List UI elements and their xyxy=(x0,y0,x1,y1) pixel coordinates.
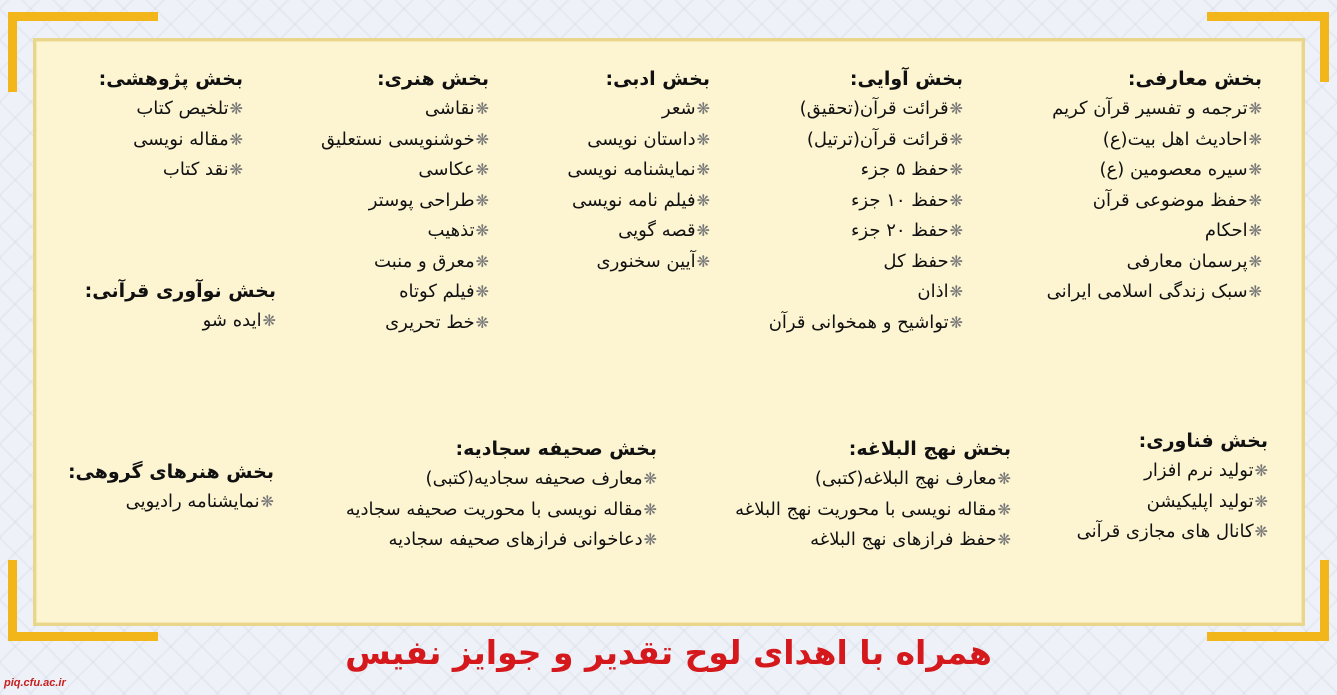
bullet-icon: ❋ xyxy=(475,160,489,179)
list-item xyxy=(567,247,710,278)
section-title: بخش هنری: xyxy=(376,68,489,90)
list-item xyxy=(346,464,657,495)
list-item-text: احکام xyxy=(1204,220,1248,241)
section-list xyxy=(68,487,274,518)
section-maarefi xyxy=(1047,64,1262,308)
bullet-icon: ❋ xyxy=(949,251,963,271)
list-item xyxy=(68,487,274,518)
list-item-text: نقد کتاب xyxy=(162,159,229,180)
bullet-icon: ❋ xyxy=(1248,221,1262,240)
list-item-text: قرائت قرآن(تحقیق) xyxy=(799,98,949,119)
section-fanavari xyxy=(1077,426,1268,548)
bullet-icon: ❋ xyxy=(475,221,489,240)
bullet-icon: ❋ xyxy=(997,469,1011,488)
bullet-icon: ❋ xyxy=(643,499,657,519)
bullet-icon: ❋ xyxy=(475,190,489,210)
corner-top-right-h xyxy=(1207,12,1329,21)
list-item-text: معرق و منبت xyxy=(374,250,475,272)
section-nahj xyxy=(735,434,1011,556)
bullet-icon: ❋ xyxy=(949,221,963,240)
list-item xyxy=(1047,186,1262,217)
list-item-text: مقاله نویسی xyxy=(133,128,229,150)
list-item xyxy=(769,247,963,278)
list-item-text: پرسمان معارفی xyxy=(1126,250,1248,272)
list-item-text: تولید نرم افزار xyxy=(1144,460,1254,481)
bullet-icon: ❋ xyxy=(949,160,963,179)
list-item xyxy=(1077,487,1268,518)
list-item-text: خط تحریری xyxy=(385,311,475,333)
list-item-text: حفظ ۲۰ جزء xyxy=(850,220,949,241)
section-list xyxy=(1047,94,1262,308)
section-adabi xyxy=(567,64,710,277)
list-item-text: حفظ موضوعی قرآن xyxy=(1092,189,1248,211)
list-item-text: تذهیب xyxy=(427,220,475,241)
list-item xyxy=(1077,456,1268,487)
section-title: بخش نهج البلاغه: xyxy=(848,438,1011,460)
bullet-icon: ❋ xyxy=(262,311,276,330)
bullet-icon: ❋ xyxy=(1254,461,1268,480)
bullet-icon: ❋ xyxy=(643,530,657,549)
bullet-icon: ❋ xyxy=(475,99,489,118)
list-item-text: ایده شو xyxy=(202,310,262,331)
bullet-icon: ❋ xyxy=(949,190,963,210)
bullet-icon: ❋ xyxy=(949,312,963,332)
list-item xyxy=(1047,247,1262,278)
section-list xyxy=(99,94,243,186)
section-title: بخش آوایی: xyxy=(849,68,963,90)
list-item xyxy=(1047,277,1262,308)
bullet-icon: ❋ xyxy=(696,160,710,179)
list-item xyxy=(735,495,1011,526)
section-title: بخش ادبی: xyxy=(605,68,710,90)
list-item xyxy=(567,216,710,247)
section-honari xyxy=(321,64,489,338)
section-sahifeh xyxy=(346,434,657,556)
list-item-text: اذان xyxy=(917,281,949,302)
list-item-text: قصه گویی xyxy=(618,220,696,241)
list-item-text: حفظ کل xyxy=(883,250,949,272)
list-item xyxy=(769,125,963,156)
list-item xyxy=(769,186,963,217)
list-item xyxy=(1077,517,1268,548)
list-item xyxy=(1047,125,1262,156)
list-item xyxy=(735,525,1011,556)
list-item xyxy=(1047,155,1262,186)
list-item-text: تواشیح و همخوانی قرآن xyxy=(768,311,949,333)
bullet-icon: ❋ xyxy=(949,129,963,149)
corner-top-right-v xyxy=(1320,12,1329,82)
list-item-text: حفظ ۱۰ جزء xyxy=(850,189,949,211)
corner-bottom-left-v xyxy=(8,560,17,641)
bullet-icon: ❋ xyxy=(1248,160,1262,179)
list-item-text: دعاخوانی فرازهای صحیفه سجادیه xyxy=(388,529,643,550)
list-item xyxy=(321,247,489,278)
list-item xyxy=(85,306,276,337)
list-item-text: خوشنویسی نستعلیق xyxy=(320,128,475,150)
list-item xyxy=(99,125,243,156)
bullet-icon: ❋ xyxy=(997,499,1011,519)
list-item-text: نمایشنامه رادیویی xyxy=(125,491,260,512)
list-item xyxy=(769,277,963,308)
section-title: بخش نوآوری قرآنی: xyxy=(84,280,276,302)
list-item-text: حفظ ۵ جزء xyxy=(860,159,949,180)
section-list xyxy=(735,464,1011,556)
bullet-icon: ❋ xyxy=(1248,251,1262,271)
bullet-icon: ❋ xyxy=(475,251,489,271)
list-item-text: مقاله نویسی با محوریت صحیفه سجادیه xyxy=(345,498,643,520)
list-item-text: قرائت قرآن(ترتیل) xyxy=(806,128,949,150)
footer-banner: همراه با اهدای لوح تقدیر و جوایز نفیس xyxy=(345,633,992,672)
list-item xyxy=(1047,216,1262,247)
list-item xyxy=(321,94,489,125)
list-item-text: نقاشی xyxy=(424,98,475,119)
section-title: بخش صحیفه سجادیه: xyxy=(455,438,657,460)
section-list xyxy=(85,306,276,337)
section-goruhi xyxy=(68,457,274,518)
section-avayi xyxy=(769,64,963,338)
list-item-text: سبک زندگی اسلامی ایرانی xyxy=(1046,281,1248,302)
list-item xyxy=(567,155,710,186)
section-title: بخش معارفی: xyxy=(1127,68,1262,90)
list-item-text: حفظ فرازهای نهج البلاغه xyxy=(810,529,997,550)
section-noavari xyxy=(85,276,276,337)
list-item xyxy=(99,94,243,125)
bullet-icon: ❋ xyxy=(949,99,963,118)
bullet-icon: ❋ xyxy=(696,251,710,271)
list-item-text: عکاسی xyxy=(418,159,475,180)
list-item-text: احادیث اهل بیت(ع) xyxy=(1102,128,1248,150)
list-item-text: سیره معصومین (ع) xyxy=(1099,159,1248,180)
list-item-text: داستان نویسی xyxy=(587,128,696,150)
section-list xyxy=(769,94,963,338)
list-item-text: کانال های مجازی قرآنی xyxy=(1076,521,1254,542)
bullet-icon: ❋ xyxy=(696,190,710,210)
bullet-icon: ❋ xyxy=(229,129,243,149)
list-item xyxy=(1047,94,1262,125)
list-item-text: نمایشنامه نویسی xyxy=(567,159,696,180)
bullet-icon: ❋ xyxy=(475,282,489,301)
list-item xyxy=(346,525,657,556)
list-item-text: معارف صحیفه سجادیه(کتبی) xyxy=(425,468,643,489)
section-title: بخش فناوری: xyxy=(1138,430,1268,452)
list-item xyxy=(321,308,489,339)
list-item xyxy=(769,308,963,339)
bullet-icon: ❋ xyxy=(696,221,710,240)
corner-top-left-v xyxy=(8,12,17,92)
list-item xyxy=(321,155,489,186)
list-item-text: آیین سخنوری xyxy=(596,250,696,272)
list-item-text: فیلم نامه نویسی xyxy=(572,189,696,211)
list-item xyxy=(321,125,489,156)
section-title: بخش پژوهشی: xyxy=(98,68,243,90)
list-item xyxy=(321,186,489,217)
list-item-text: فیلم کوتاه xyxy=(399,281,475,302)
list-item xyxy=(321,216,489,247)
list-item xyxy=(735,464,1011,495)
bullet-icon: ❋ xyxy=(696,99,710,118)
bullet-icon: ❋ xyxy=(696,129,710,149)
corner-bottom-right-v xyxy=(1320,560,1329,641)
list-item xyxy=(567,94,710,125)
bullet-icon: ❋ xyxy=(229,99,243,118)
section-list xyxy=(321,94,489,338)
list-item xyxy=(346,495,657,526)
list-item-text: مقاله نویسی با محوریت نهج البلاغه xyxy=(735,498,997,520)
list-item-text: طراحی پوستر xyxy=(368,189,475,211)
section-list xyxy=(567,94,710,277)
bullet-icon: ❋ xyxy=(643,469,657,488)
list-item xyxy=(99,155,243,186)
list-item-text: معارف نهج البلاغه(کتبی) xyxy=(814,468,997,489)
site-watermark: piq.cfu.ac.ir xyxy=(4,677,66,689)
bullet-icon: ❋ xyxy=(949,282,963,301)
list-item xyxy=(567,186,710,217)
list-item xyxy=(769,94,963,125)
bullet-icon: ❋ xyxy=(997,530,1011,549)
bullet-icon: ❋ xyxy=(475,129,489,149)
section-pazhoheshi xyxy=(99,64,243,186)
list-item xyxy=(321,277,489,308)
bullet-icon: ❋ xyxy=(475,312,489,332)
section-list xyxy=(1077,456,1268,548)
bullet-icon: ❋ xyxy=(260,492,274,511)
list-item-text: تولید اپلیکیشن xyxy=(1146,490,1254,512)
list-item xyxy=(769,216,963,247)
list-item xyxy=(567,125,710,156)
list-item xyxy=(769,155,963,186)
section-title: بخش هنرهای گروهی: xyxy=(67,461,274,483)
corner-top-left-h xyxy=(8,12,158,21)
bullet-icon: ❋ xyxy=(1254,491,1268,511)
bullet-icon: ❋ xyxy=(1254,522,1268,541)
section-list xyxy=(346,464,657,556)
list-item-text: تلخیص کتاب xyxy=(136,98,229,119)
bullet-icon: ❋ xyxy=(1248,129,1262,149)
bullet-icon: ❋ xyxy=(1248,190,1262,210)
bullet-icon: ❋ xyxy=(1248,282,1262,301)
list-item-text: ترجمه و تفسیر قرآن کریم xyxy=(1052,98,1248,119)
list-item-text: شعر xyxy=(661,98,696,119)
bullet-icon: ❋ xyxy=(229,160,243,179)
bullet-icon: ❋ xyxy=(1248,99,1262,118)
